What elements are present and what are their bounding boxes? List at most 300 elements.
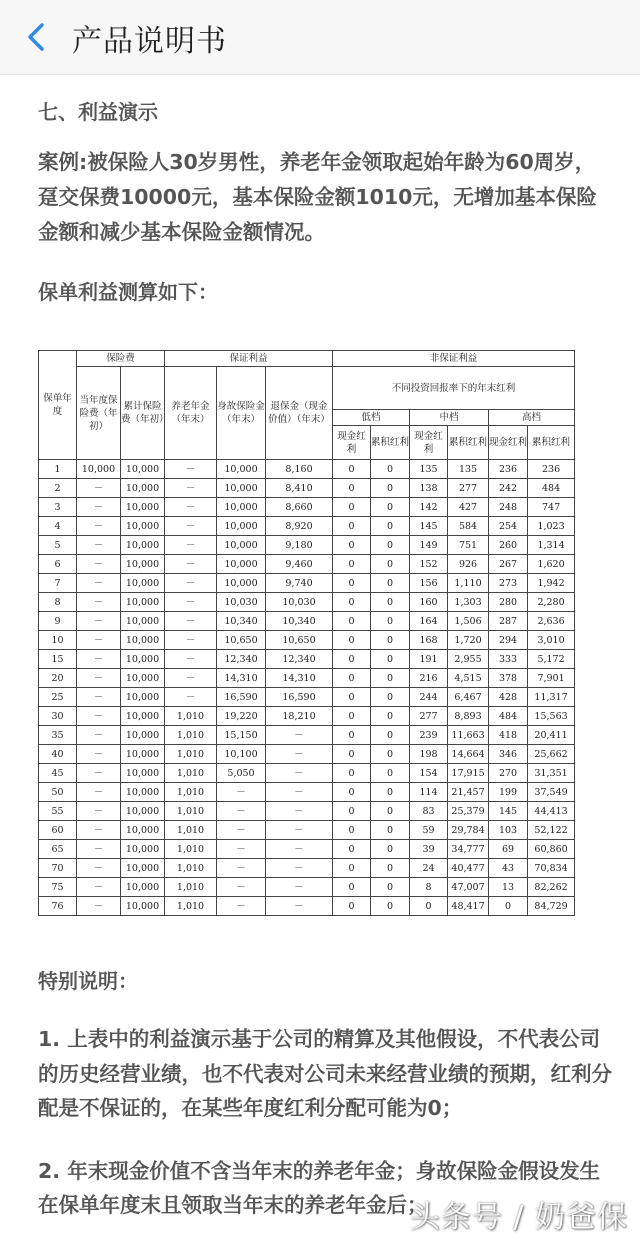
table-cell: 50 — [39, 783, 77, 802]
table-cell: － — [165, 688, 217, 707]
table-cell: 13 — [489, 878, 528, 897]
benefit-table — [38, 350, 575, 916]
table-cell: 0 — [333, 631, 371, 650]
table-cell: 0 — [333, 650, 371, 669]
table-cell: 0 — [371, 859, 410, 878]
table-cell: 10,000 — [121, 745, 165, 764]
table-cell: 0 — [333, 859, 371, 878]
table-cell: 10,000 — [121, 726, 165, 745]
table-cell: 0 — [333, 897, 371, 916]
article-content — [38, 74, 610, 306]
col-header-low: 低档 — [333, 410, 410, 426]
table-cell: － — [165, 460, 217, 479]
table-cell: 5 — [39, 536, 77, 555]
table-cell: 40,477 — [448, 859, 489, 878]
table-cell: － — [77, 707, 121, 726]
table-cell: 0 — [333, 612, 371, 631]
table-cell: 0 — [371, 783, 410, 802]
table-cell: － — [77, 745, 121, 764]
table-cell: 10,650 — [217, 631, 266, 650]
table-cell: － — [77, 669, 121, 688]
table-cell: 7 — [39, 574, 77, 593]
note-1: 1. 上表中的利益演示基于公司的精算及其他假设，不代表公司的历史经营业绩，也不代表对公司未来经营业绩的预期，红利分配是不保证的，在某些年度红利分配可能为0； — [38, 1027, 612, 1120]
table-cell: － — [165, 536, 217, 555]
table-cell: － — [77, 764, 121, 783]
table-cell: － — [77, 859, 121, 878]
table-cell: 1,010 — [165, 707, 217, 726]
table-cell: 21,457 — [448, 783, 489, 802]
table-cell: － — [77, 631, 121, 650]
table-cell: － — [165, 631, 217, 650]
table-cell: 0 — [371, 764, 410, 783]
table-cell: － — [77, 555, 121, 574]
table-cell: － — [165, 650, 217, 669]
table-cell: 145 — [489, 802, 528, 821]
table-cell: 10,000 — [121, 593, 165, 612]
table-cell: 0 — [333, 517, 371, 536]
table-cell: 0 — [371, 878, 410, 897]
table-cell: 10,340 — [266, 612, 333, 631]
table-cell: － — [77, 897, 121, 916]
table-cell: 16,590 — [217, 688, 266, 707]
table-cell: 1,023 — [528, 517, 575, 536]
table-cell: 427 — [448, 498, 489, 517]
table-cell: － — [217, 859, 266, 878]
table-cell: － — [77, 726, 121, 745]
table-cell: 0 — [333, 707, 371, 726]
col-header-year: 保单年度 — [39, 351, 77, 460]
table-cell: 0 — [333, 783, 371, 802]
table-cell: － — [77, 878, 121, 897]
table-cell: － — [77, 498, 121, 517]
table-cell: 44,413 — [528, 802, 575, 821]
table-cell: 10,000 — [77, 460, 121, 479]
table-cell: 12,340 — [266, 650, 333, 669]
table-cell: 0 — [333, 498, 371, 517]
table-cell: 0 — [371, 555, 410, 574]
table-cell: 25,662 — [528, 745, 575, 764]
table-cell: 0 — [371, 840, 410, 859]
table-row — [39, 536, 575, 555]
table-cell: 0 — [333, 802, 371, 821]
table-cell: 11,317 — [528, 688, 575, 707]
table-cell: － — [217, 783, 266, 802]
table-cell: － — [77, 479, 121, 498]
table-cell: 1,720 — [448, 631, 489, 650]
col-header-cash-dividend: 现金红利 — [333, 426, 371, 460]
table-cell: 484 — [528, 479, 575, 498]
table-cell: 5,172 — [528, 650, 575, 669]
table-cell: 0 — [333, 574, 371, 593]
table-cell: 168 — [410, 631, 448, 650]
table-cell: 11,663 — [448, 726, 489, 745]
table-row — [39, 821, 575, 840]
table-cell: 10,000 — [121, 840, 165, 859]
table-cell: － — [266, 859, 333, 878]
col-header-surrender: 退保金（现金价值）（年末） — [266, 367, 333, 460]
table-cell: 199 — [489, 783, 528, 802]
table-cell: － — [77, 612, 121, 631]
table-cell: 1,010 — [165, 764, 217, 783]
table-cell: 418 — [489, 726, 528, 745]
table-cell: 15,563 — [528, 707, 575, 726]
table-cell: 294 — [489, 631, 528, 650]
table-cell: 135 — [410, 460, 448, 479]
table-row — [39, 517, 575, 536]
table-row — [39, 707, 575, 726]
watermark: 头条号 / 奶爸保 — [409, 1200, 628, 1235]
table-cell: 0 — [371, 707, 410, 726]
table-row — [39, 631, 575, 650]
note-2: 2. 年末现金价值不含当年末的养老年金；身故保险金假设发生在保单年度末且领取当年末的养老年金后； — [38, 1158, 601, 1217]
table-cell: 270 — [489, 764, 528, 783]
table-cell: － — [165, 574, 217, 593]
table-cell: 152 — [410, 555, 448, 574]
table-cell: 60 — [39, 821, 77, 840]
table-cell: 0 — [333, 764, 371, 783]
table-cell: 926 — [448, 555, 489, 574]
table-cell: 160 — [410, 593, 448, 612]
table-cell: 484 — [489, 707, 528, 726]
table-cell: 10,000 — [121, 574, 165, 593]
col-header-cash-dividend: 现金红利 — [410, 426, 448, 460]
table-cell: 0 — [333, 536, 371, 555]
table-cell: 60,860 — [528, 840, 575, 859]
table-cell: 145 — [410, 517, 448, 536]
table-cell: 138 — [410, 479, 448, 498]
table-cell: 0 — [333, 688, 371, 707]
table-cell: － — [77, 840, 121, 859]
col-header-mid: 中档 — [410, 410, 489, 426]
table-cell: 0 — [371, 479, 410, 498]
table-cell: 10,000 — [121, 707, 165, 726]
table-cell: 0 — [489, 897, 528, 916]
table-cell: 31,351 — [528, 764, 575, 783]
chevron-left-icon — [22, 20, 52, 54]
table-cell: 239 — [410, 726, 448, 745]
table-row — [39, 479, 575, 498]
notes-heading: 特别说明： — [38, 969, 138, 993]
table-cell: 6 — [39, 555, 77, 574]
table-cell: 0 — [371, 688, 410, 707]
table-cell: － — [77, 688, 121, 707]
table-cell: － — [266, 726, 333, 745]
table-row — [39, 650, 575, 669]
case-paragraph: 案例:被保险人30岁男性，养老年金领取起始年龄为60周岁，趸交保费10000元，基本保险金额1010元，无增加基本保险金额和减少基本保险金额情况。 — [38, 150, 597, 244]
table-cell: 1,010 — [165, 726, 217, 745]
table-cell: 10,000 — [121, 821, 165, 840]
table-cell: 114 — [410, 783, 448, 802]
table-cell: 260 — [489, 536, 528, 555]
table-cell: 83 — [410, 802, 448, 821]
table-cell: 0 — [333, 726, 371, 745]
table-cell: 24 — [410, 859, 448, 878]
table-cell: 10,000 — [121, 802, 165, 821]
special-notes — [38, 965, 618, 1223]
table-cell: 277 — [448, 479, 489, 498]
table-cell: 10,000 — [121, 878, 165, 897]
table-cell: 1,010 — [165, 878, 217, 897]
col-header-cum-dividend: 累积红利 — [371, 426, 410, 460]
table-cell: 1 — [39, 460, 77, 479]
table-cell: 8,660 — [266, 498, 333, 517]
table-cell: 35 — [39, 726, 77, 745]
table-cell: 9 — [39, 612, 77, 631]
table-cell: 1,010 — [165, 745, 217, 764]
table-cell: 248 — [489, 498, 528, 517]
table-cell: 4,515 — [448, 669, 489, 688]
table-cell: 10,100 — [217, 745, 266, 764]
table-cell: 0 — [333, 479, 371, 498]
table-cell: － — [77, 536, 121, 555]
table-cell: 10,000 — [121, 669, 165, 688]
table-cell: 55 — [39, 802, 77, 821]
table-row — [39, 897, 575, 916]
table-cell: 9,180 — [266, 536, 333, 555]
table-cell: 1,010 — [165, 897, 217, 916]
table-cell: 18,210 — [266, 707, 333, 726]
table-cell: 15 — [39, 650, 77, 669]
table-cell: 16,590 — [266, 688, 333, 707]
table-row — [39, 840, 575, 859]
table-cell: 277 — [410, 707, 448, 726]
table-cell: 10,000 — [121, 612, 165, 631]
table-cell: 1,942 — [528, 574, 575, 593]
table-cell: 149 — [410, 536, 448, 555]
table-row — [39, 764, 575, 783]
table-cell: 267 — [489, 555, 528, 574]
table-cell: 10,000 — [217, 479, 266, 498]
table-cell: 0 — [371, 821, 410, 840]
table-cell: 45 — [39, 764, 77, 783]
table-cell: － — [77, 821, 121, 840]
table-cell: 287 — [489, 612, 528, 631]
table-cell: 0 — [333, 840, 371, 859]
table-cell: 156 — [410, 574, 448, 593]
table-row — [39, 783, 575, 802]
table-cell: － — [165, 669, 217, 688]
table-cell: 0 — [333, 669, 371, 688]
table-cell: 10,000 — [121, 859, 165, 878]
table-cell: 10,000 — [121, 688, 165, 707]
table-cell: 7,901 — [528, 669, 575, 688]
page-title: 产品说明书 — [72, 24, 227, 59]
table-cell: － — [266, 897, 333, 916]
table-cell: 10,000 — [121, 897, 165, 916]
table-cell: － — [77, 802, 121, 821]
table-cell: － — [165, 555, 217, 574]
table-cell: － — [77, 783, 121, 802]
table-row — [39, 726, 575, 745]
table-cell: 9,740 — [266, 574, 333, 593]
table-cell: 164 — [410, 612, 448, 631]
table-cell: 10,000 — [217, 555, 266, 574]
table-cell: － — [266, 764, 333, 783]
table-cell: 0 — [371, 802, 410, 821]
table-cell: 0 — [371, 745, 410, 764]
table-cell: 14,310 — [266, 669, 333, 688]
table-cell: 29,784 — [448, 821, 489, 840]
table-cell: 10,030 — [266, 593, 333, 612]
table-cell: 10,000 — [217, 574, 266, 593]
table-cell: 17,915 — [448, 764, 489, 783]
table-cell: 0 — [333, 821, 371, 840]
table-cell: 10,000 — [121, 631, 165, 650]
table-cell: 10,000 — [121, 536, 165, 555]
table-cell: 6,467 — [448, 688, 489, 707]
table-cell: 39 — [410, 840, 448, 859]
table-cell: 0 — [371, 593, 410, 612]
table-cell: 135 — [448, 460, 489, 479]
table-cell: 14,664 — [448, 745, 489, 764]
table-cell: 25,379 — [448, 802, 489, 821]
table-cell: 69 — [489, 840, 528, 859]
table-cell: 216 — [410, 669, 448, 688]
col-header-death-benefit: 身故保险金（年末） — [217, 367, 266, 460]
table-cell: 10,340 — [217, 612, 266, 631]
table-row — [39, 460, 575, 479]
benefit-table-image — [38, 350, 574, 916]
table-cell: － — [165, 612, 217, 631]
table-cell: 0 — [333, 555, 371, 574]
col-header-guaranteed: 保证利益 — [165, 351, 333, 367]
table-cell: － — [266, 783, 333, 802]
table-row — [39, 859, 575, 878]
table-cell: 0 — [371, 498, 410, 517]
table-cell: 1,010 — [165, 859, 217, 878]
table-cell: － — [217, 878, 266, 897]
table-cell: － — [217, 802, 266, 821]
table-cell: 10,000 — [217, 498, 266, 517]
table-cell: － — [77, 650, 121, 669]
table-cell: － — [165, 498, 217, 517]
table-cell: 14,310 — [217, 669, 266, 688]
table-cell: 10,000 — [217, 460, 266, 479]
table-row — [39, 498, 575, 517]
table-cell: 428 — [489, 688, 528, 707]
table-cell: 0 — [371, 574, 410, 593]
table-cell: 70,834 — [528, 859, 575, 878]
table-cell: 0 — [410, 897, 448, 916]
table-cell: 751 — [448, 536, 489, 555]
table-cell: 2 — [39, 479, 77, 498]
col-header-annual-premium: 当年度保险费（年初） — [77, 367, 121, 460]
table-cell: 10,000 — [121, 479, 165, 498]
table-cell: 0 — [371, 517, 410, 536]
table-cell: 0 — [333, 460, 371, 479]
table-cell: 10,000 — [121, 783, 165, 802]
table-cell: 1,010 — [165, 840, 217, 859]
table-cell: 346 — [489, 745, 528, 764]
table-cell: 0 — [371, 726, 410, 745]
table-cell: 154 — [410, 764, 448, 783]
table-cell: － — [165, 479, 217, 498]
table-row — [39, 612, 575, 631]
col-header-cash-dividend: 现金红利 — [489, 426, 528, 460]
table-cell: 70 — [39, 859, 77, 878]
table-cell: 47,007 — [448, 878, 489, 897]
table-cell: 0 — [333, 878, 371, 897]
table-cell: 1,010 — [165, 783, 217, 802]
table-cell: 3 — [39, 498, 77, 517]
table-cell: 378 — [489, 669, 528, 688]
table-cell: 9,460 — [266, 555, 333, 574]
table-cell: 1,620 — [528, 555, 575, 574]
table-cell: 2,636 — [528, 612, 575, 631]
table-cell: 84,729 — [528, 897, 575, 916]
table-cell: 2,280 — [528, 593, 575, 612]
back-button[interactable] — [22, 20, 52, 54]
table-cell: 0 — [371, 536, 410, 555]
table-cell: 15,150 — [217, 726, 266, 745]
col-header-annuity: 养老年金（年末） — [165, 367, 217, 460]
table-cell: 8,410 — [266, 479, 333, 498]
table-cell: 59 — [410, 821, 448, 840]
table-cell: 0 — [371, 897, 410, 916]
table-cell: 8,893 — [448, 707, 489, 726]
table-cell: 52,122 — [528, 821, 575, 840]
table-cell: 10,000 — [121, 498, 165, 517]
table-cell: 10,000 — [121, 460, 165, 479]
table-cell: 40 — [39, 745, 77, 764]
table-body — [39, 460, 575, 916]
table-cell: 30 — [39, 707, 77, 726]
table-row — [39, 878, 575, 897]
table-cell: 19,220 — [217, 707, 266, 726]
col-header-cum-dividend: 累积红利 — [448, 426, 489, 460]
table-cell: － — [217, 821, 266, 840]
table-cell: 8 — [39, 593, 77, 612]
table-cell: 10 — [39, 631, 77, 650]
table-cell: 0 — [333, 593, 371, 612]
table-cell: 242 — [489, 479, 528, 498]
table-row — [39, 574, 575, 593]
table-cell: 1,010 — [165, 821, 217, 840]
table-cell: 1,303 — [448, 593, 489, 612]
table-cell: 37,549 — [528, 783, 575, 802]
table-cell: － — [266, 802, 333, 821]
col-header-cumulative-premium: 累计保险费（年初） — [121, 367, 165, 460]
table-cell: 48,417 — [448, 897, 489, 916]
table-cell: 236 — [489, 460, 528, 479]
table-row — [39, 669, 575, 688]
table-cell: 20,411 — [528, 726, 575, 745]
table-cell: 10,650 — [266, 631, 333, 650]
table-cell: 10,000 — [121, 517, 165, 536]
table-cell: 4 — [39, 517, 77, 536]
col-header-high: 高档 — [489, 410, 575, 426]
table-cell: 10,000 — [121, 555, 165, 574]
table-row — [39, 745, 575, 764]
table-cell: 254 — [489, 517, 528, 536]
col-header-non-guaranteed: 非保证利益 — [333, 351, 575, 367]
table-cell: 76 — [39, 897, 77, 916]
table-cell: 0 — [371, 669, 410, 688]
table-cell: 10,000 — [217, 517, 266, 536]
table-cell: 10,000 — [217, 536, 266, 555]
table-cell: － — [266, 878, 333, 897]
table-cell: 10,000 — [121, 650, 165, 669]
table-cell: 75 — [39, 878, 77, 897]
col-header-dividend: 不同投资回报率下的年末红利 — [333, 367, 575, 410]
table-cell: 244 — [410, 688, 448, 707]
table-cell: 8 — [410, 878, 448, 897]
table-cell: 198 — [410, 745, 448, 764]
table-cell: 10,030 — [217, 593, 266, 612]
table-cell: － — [165, 517, 217, 536]
table-cell: 82,262 — [528, 878, 575, 897]
table-cell: 747 — [528, 498, 575, 517]
